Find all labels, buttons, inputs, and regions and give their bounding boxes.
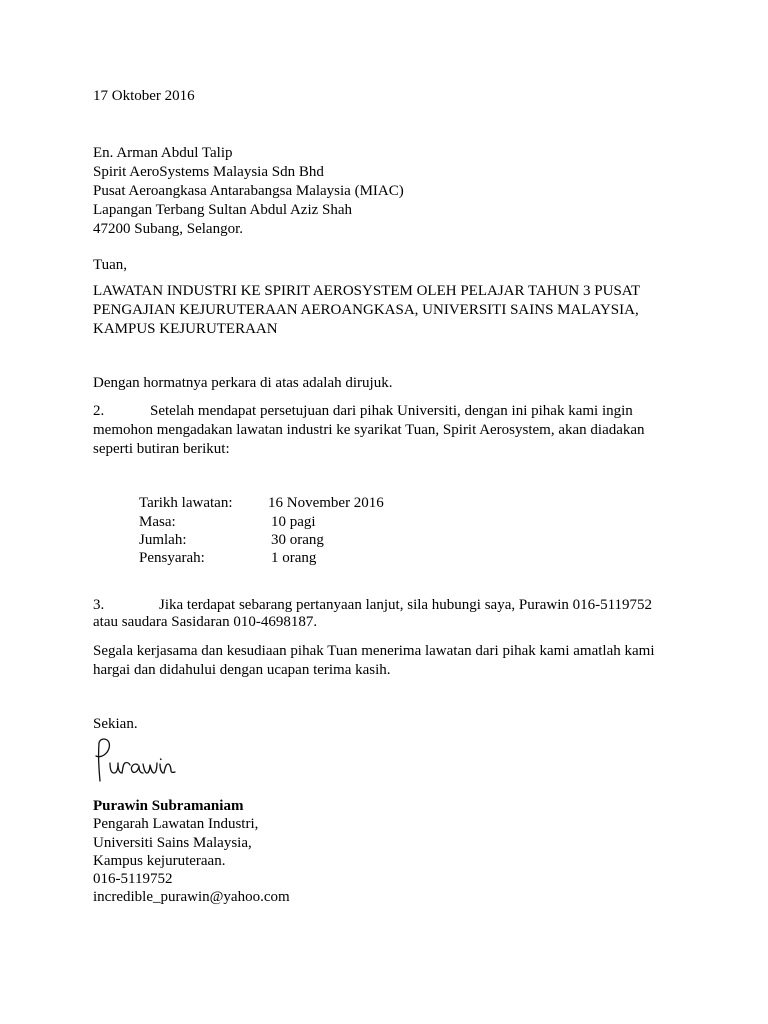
recipient-line: Lapangan Terbang Sultan Abdul Aziz Shah: [93, 202, 353, 218]
recipient-line: Spirit AeroSystems Malaysia Sdn Bhd: [93, 164, 324, 180]
paragraph-text: Setelah mendapat persetujuan dari pihak Universiti, dengan ini pihak kami ingin: [150, 403, 633, 419]
sender-line: Universiti Sains Malaysia,: [93, 835, 252, 851]
sender-phone: 016-5119752: [93, 871, 173, 887]
paragraph-text: Jika terdapat sebarang pertanyaan lanjut, sila hubungi saya, Purawin 016-5119752: [159, 597, 653, 613]
detail-label: Masa:: [139, 514, 176, 530]
sender-line: Kampus kejuruteraan.: [93, 853, 226, 869]
paragraph-number: 3.: [93, 597, 105, 613]
detail-value: 10 pagi: [271, 514, 316, 530]
detail-label: Pensyarah:: [139, 550, 205, 566]
farewell: Sekian.: [93, 716, 138, 732]
detail-value: 1 orang: [271, 550, 317, 566]
salutation: Tuan,: [93, 257, 128, 273]
subject-line: PENGAJIAN KEJURUTERAAN AEROANGKASA, UNIVERSITI SAINS MALAYSIA,: [93, 302, 639, 318]
handwritten-signature: [92, 735, 182, 785]
subject-line: KAMPUS KEJURUTERAAN: [93, 321, 278, 337]
sender-email: incredible_purawin@yahoo.com: [93, 889, 290, 905]
recipient-line: Pusat Aeroangkasa Antarabangsa Malaysia (MIAC): [93, 183, 404, 199]
paragraph-number: 2.: [93, 403, 105, 419]
detail-label: Jumlah:: [139, 532, 187, 548]
recipient-line: En. Arman Abdul Talip: [93, 145, 233, 161]
recipient-line: 47200 Subang, Selangor.: [93, 221, 243, 237]
paragraph-text: seperti butiran berikut:: [93, 441, 230, 457]
detail-value: 16 November 2016: [268, 495, 384, 511]
sender-name: Purawin Subramaniam: [93, 798, 244, 814]
paragraph-text: hargai dan didahului dengan ucapan terima kasih.: [93, 662, 391, 678]
detail-value: 30 orang: [271, 532, 324, 548]
detail-label: Tarikh lawatan:: [139, 495, 233, 511]
letter-date: 17 Oktober 2016: [93, 88, 195, 104]
paragraph-text: memohon mengadakan lawatan industri ke syarikat Tuan, Spirit Aerosystem, akan diadakan: [93, 422, 645, 438]
paragraph-text: atau saudara Sasidaran 010-4698187.: [93, 614, 318, 630]
subject-line: LAWATAN INDUSTRI KE SPIRIT AEROSYSTEM OLEH PELAJAR TAHUN 3 PUSAT: [93, 283, 641, 299]
sender-line: Pengarah Lawatan Industri,: [93, 816, 259, 832]
intro-paragraph: Dengan hormatnya perkara di atas adalah dirujuk.: [93, 375, 393, 391]
paragraph-text: Segala kerjasama dan kesudiaan pihak Tuan menerima lawatan dari pihak kami amatlah kami: [93, 643, 655, 659]
